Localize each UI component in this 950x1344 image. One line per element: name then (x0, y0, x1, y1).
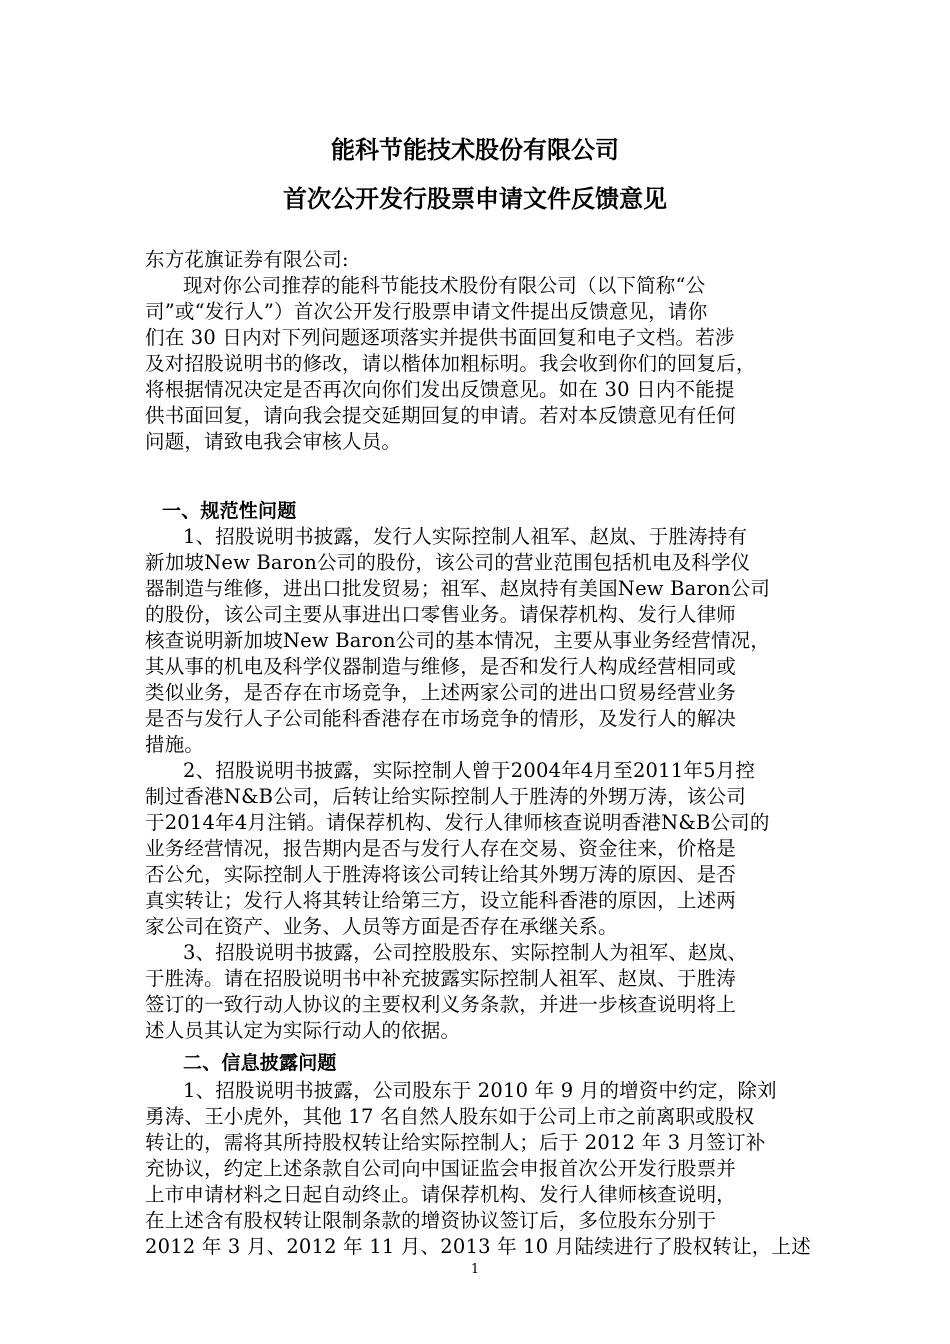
paragraph-line: 真实转让；发行人将其转让给第三方，设立能科香港的原因，上述两 (145, 889, 737, 912)
intro-line: 供书面回复，请向我会提交延期回复的申请。若对本反馈意见有任何 (145, 404, 737, 427)
paragraph-line: 3、招股说明书披露，公司控股股东、实际控制人为祖军、赵岚、 (183, 941, 748, 964)
paragraph-line: 制过香港N&B公司，后转让给实际控制人于胜涛的外甥万涛，该公司 (145, 785, 746, 808)
paragraph-line: 2012 年 3 月、2012 年 11 月、2013 年 10 月陆续进行了股权转让，上述 (145, 1235, 811, 1258)
paragraph-line: 签订的一致行动人协议的主要权利义务条款，并进一步核查说明将上 (145, 993, 737, 1016)
paragraph-line: 1、招股说明书披露，发行人实际控制人祖军、赵岚、于胜涛持有 (183, 525, 748, 548)
intro-line: 及对招股说明书的修改，请以楷体加粗标明。我会收到你们的回复后， (145, 352, 756, 375)
paragraph-line: 是否与发行人子公司能科香港存在市场竞争的情形，及发行人的解决 (145, 707, 737, 730)
paragraph-line: 于2014年4月注销。请保荐机构、发行人律师核查说明香港N&B公司的 (145, 811, 770, 834)
paragraph-line: 否公允，实际控制人于胜涛将该公司转让给其外甥万涛的原因、是否 (145, 863, 737, 886)
paragraph-line: 家公司在资产、业务、人员等方面是否存在承继关系。 (145, 915, 618, 938)
paragraph-line: 于胜涛。请在招股说明书中补充披露实际控制人祖军、赵岚、于胜涛 (145, 967, 737, 990)
paragraph-line: 述人员其认定为实际行动人的依据。 (145, 1019, 461, 1042)
paragraph-line: 新加坡New Baron公司的股份，该公司的营业范围包括机电及科学仪 (145, 551, 751, 574)
addressee: 东方花旗证券有限公司: (145, 248, 349, 271)
paragraph-line: 勇涛、王小虎外，其他 17 名自然人股东如于公司上市之前离职或股权 (145, 1105, 755, 1128)
section-heading-normative: 一、规范性问题 (162, 500, 297, 522)
paragraph-line: 类似业务，是否存在市场竞争，上述两家公司的进出口贸易经营业务 (145, 681, 737, 704)
paragraph-line: 在上述含有股权转让限制条款的增资协议签订后，多位股东分别于 (145, 1209, 717, 1232)
intro-line: 们在 30 日内对下列问题逐项落实并提供书面回复和电子文档。若涉 (145, 326, 735, 349)
paragraph-line: 业务经营情况，报告期内是否与发行人存在交易、资金往来，价格是 (145, 837, 737, 860)
intro-line: 将根据情况决定是否再次向你们发出反馈意见。如在 30 日内不能提 (145, 378, 735, 401)
paragraph-line: 核查说明新加坡New Baron公司的基本情况，主要从事业务经营情况， (145, 629, 771, 652)
paragraph-line: 的股份，该公司主要从事进出口零售业务。请保荐机构、发行人律师 (145, 603, 737, 626)
document-title: 能科节能技术股份有限公司 (331, 136, 619, 164)
intro-line: 问题，请致电我会审核人员。 (145, 430, 402, 453)
intro-line: 现对你公司推荐的能科节能技术股份有限公司（以下简称“公 (183, 274, 706, 297)
paragraph-line: 转让的，需将其所持股权转让给实际控制人；后于 2012 年 3 月签订补 (145, 1131, 766, 1154)
page-number: 1 (470, 1262, 480, 1277)
paragraph-line: 措施。 (145, 733, 205, 756)
paragraph-line: 上市申请材料之日起自动终止。请保荐机构、发行人律师核查说明， (145, 1183, 737, 1206)
document-subtitle: 首次公开发行股票申请文件反馈意见 (283, 185, 667, 213)
intro-line: 司”或“发行人”）首次公开发行股票申请文件提出反馈意见，请你 (145, 300, 708, 323)
section-heading-disclosure: 二、信息披露问题 (183, 1052, 337, 1074)
paragraph-line: 充协议，约定上述条款自公司向中国证监会申报首次公开发行股票并 (145, 1157, 737, 1180)
paragraph-line: 其从事的机电及科学仪器制造与维修，是否和发行人构成经营相同或 (145, 655, 737, 678)
paragraph-line: 2、招股说明书披露，实际控制人曾于2004年4月至2011年5月控 (183, 759, 756, 782)
paragraph-line: 器制造与维修，进出口批发贸易；祖军、赵岚持有美国New Baron公司 (145, 577, 771, 600)
paragraph-line: 1、招股说明书披露，公司股东于 2010 年 9 月的增资中约定，除刘 (183, 1079, 777, 1102)
